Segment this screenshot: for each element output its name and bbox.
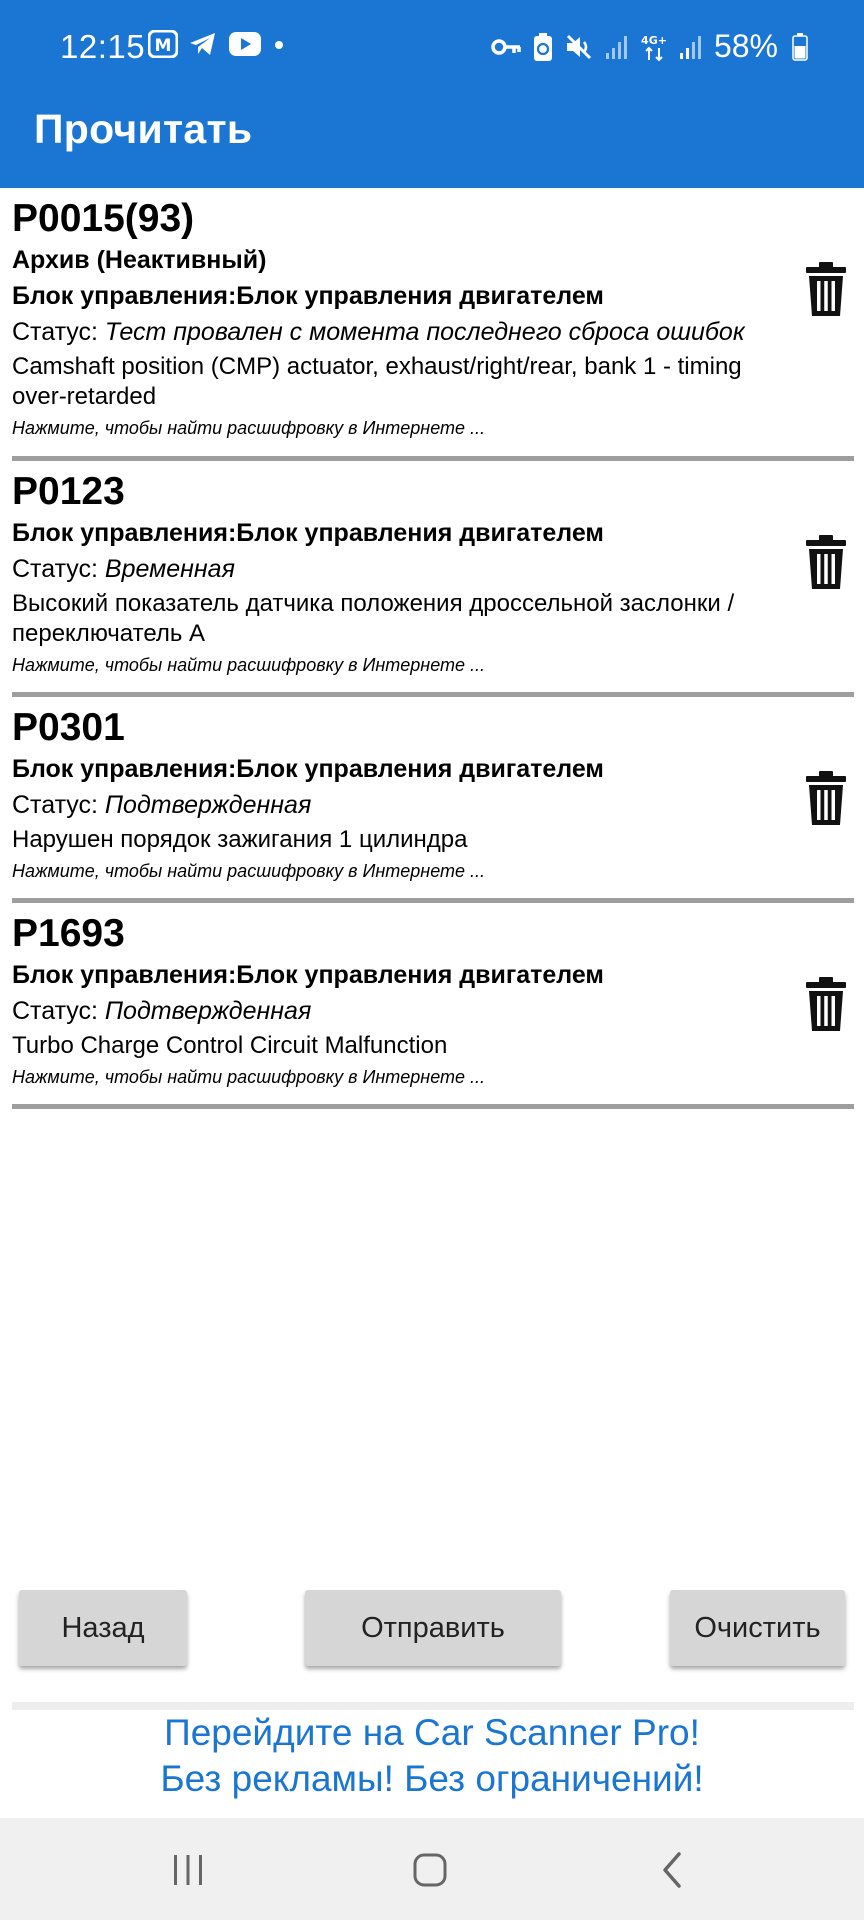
dtc-status-label: Статус: [12,997,105,1025]
battery-percent: 58% [713,28,778,64]
trash-icon[interactable] [804,535,848,591]
dtc-search-hint[interactable]: Нажмите, чтобы найти расшифровку в Интернете ... [12,1067,486,1087]
back-button[interactable]: Назад [19,1590,187,1666]
promo-line-2: Без рекламы! Без ограничений! [160,1758,704,1799]
dtc-item[interactable] [0,697,864,903]
dtc-module: Блок управления:Блок управления двигателем [12,961,604,989]
dtc-status-value: Подтвержденная [104,791,312,819]
dtc-code: P0123 [12,470,125,513]
trash-icon[interactable] [804,262,848,318]
dtc-item[interactable] [0,188,864,461]
dtc-code: P0301 [12,706,125,749]
promo-line-1: Перейдите на Car Scanner Pro! [164,1712,700,1753]
metro-icon [148,30,178,58]
dtc-archive: Архив (Неактивный) [12,246,267,274]
dtc-status-label: Статус: [12,555,105,583]
promo-divider [12,1702,854,1710]
dtc-search-hint[interactable]: Нажмите, чтобы найти расшифровку в Интернете ... [12,861,486,881]
dtc-description: Нарушен порядок зажигания 1 цилиндра [12,826,468,853]
dtc-code: P1693 [12,912,125,955]
dtc-status-value: Временная [104,555,235,583]
home-icon [412,1852,448,1888]
dtc-separator [12,1104,854,1109]
dtc-search-hint[interactable]: Нажмите, чтобы найти расшифровку в Интернете ... [12,418,486,438]
dtc-module: Блок управления:Блок управления двигателем [12,755,604,783]
trash-icon[interactable] [804,977,848,1033]
dot-icon [272,30,286,58]
mute-icon [564,32,594,62]
dtc-status [12,787,864,823]
battery-icon [792,33,808,61]
dtc-status [12,314,864,350]
dtc-description: Turbo Charge Control Circuit Malfunction [12,1032,448,1059]
system-icons [490,28,808,65]
send-button[interactable]: Отправить [305,1590,561,1666]
dtc-search-hint[interactable]: Нажмите, чтобы найти расшифровку в Интернете ... [12,655,486,675]
battery-saver-icon [532,32,554,62]
recents-icon [170,1853,206,1887]
dtc-module: Блок управления:Блок управления двигателем [12,282,604,310]
youtube-icon [228,31,262,57]
dtc-list [0,188,864,1109]
dtc-status-value: Тест провален с момента последнего сброса ошибок [104,318,745,346]
recents-button[interactable] [158,1840,218,1900]
trash-icon[interactable] [804,771,848,827]
key-icon [490,35,522,59]
app-header [0,0,864,188]
dtc-status-label: Статус: [12,318,105,346]
notification-icons [148,30,286,58]
telegram-icon [188,30,218,58]
pro-upgrade-banner[interactable] [0,1710,864,1802]
dtc-status-value: Подтвержденная [104,997,312,1025]
back-icon [657,1850,687,1890]
network-4g-icon [640,32,668,62]
dtc-status-label: Статус: [12,791,105,819]
status-bar [0,0,864,96]
svg-text:M: M [154,36,172,56]
status-time: 12:15 [60,28,146,65]
dtc-status [12,993,864,1029]
dtc-status [12,551,864,587]
dtc-item[interactable] [0,903,864,1109]
clear-button[interactable]: Очистить [670,1590,845,1666]
home-button[interactable] [400,1840,460,1900]
dtc-module: Блок управления:Блок управления двигателем [12,519,604,547]
dtc-description: Высокий показатель датчика положения дроссельной заслонки / переключатель А [12,590,735,647]
svg-text:4G+: 4G+ [641,33,667,47]
dtc-item[interactable] [0,461,864,697]
nav-back-button[interactable] [642,1840,702,1900]
dtc-description: Camshaft position (CMP) actuator, exhaust/right/rear, bank 1 - timing over-retarded [12,353,742,410]
dtc-code: P0015(93) [12,197,195,240]
navigation-bar [0,1818,864,1920]
signal-icon-2 [678,33,704,61]
signal-icon [604,33,630,61]
page-title: Прочитать [34,106,253,152]
